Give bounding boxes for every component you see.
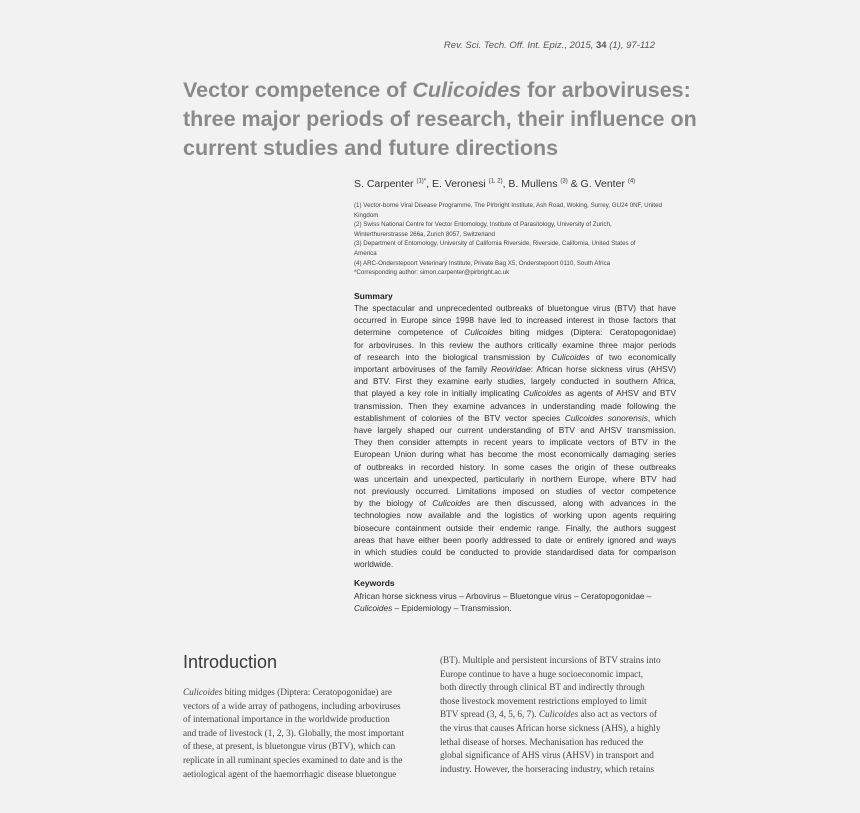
summary-line: worldwide.: [354, 559, 394, 570]
body-line: vectors of a wide array of pathogens, including arboviruses: [183, 700, 401, 711]
body-line: of these, at present, is bluetongue virus (BTV), which can: [183, 741, 396, 752]
summary-line: for arboviruses. In this review the authors critically examine three major periods: [354, 339, 676, 350]
author-list: S. Carpenter $^{(1)*}$, E. Veronesi $^{(1, 2)}$, B. Mullens $^{(3)}$ & G. Venter $^{(4)}$: [354, 178, 636, 190]
journal-year: , 2015,: [564, 40, 597, 51]
body-line: Europe continue to have a huge socioeconomic impact,: [440, 668, 644, 679]
affiliation-line: America: [354, 249, 377, 257]
introduction-column-left: [183, 686, 420, 781]
title-line-2: three major periods of research, their influence on: [183, 107, 697, 131]
body-line: both directly through clinical BT and indirectly through: [440, 682, 645, 693]
journal-volume: 34: [596, 40, 607, 51]
body-line: and trade of livestock (1, 2, 3). Globally, the most important: [183, 727, 404, 738]
body-line: Culicoides biting midges (Diptera: Ceratopogonidae) are: [183, 687, 392, 697]
summary-line: by the biology of Culicoides are then discussed, along with advances in the: [354, 498, 676, 509]
summary-line: and BTV. First they examine early studies, largely conducted in southern Africa,: [354, 376, 676, 387]
keywords-line: African horse sickness virus – Arbovirus – Bluetongue virus – Ceratopogonidae –: [354, 591, 652, 601]
author-venter: & G. Venter: [567, 178, 628, 190]
keywords-heading: Keywords: [354, 578, 395, 588]
summary-line: They then consider attempts in recent years to implicate vectors of BTV in the: [354, 437, 676, 448]
summary-line: determine competence of Culicoides biting midges (Diptera: Ceratopogonidae): [354, 327, 676, 338]
summary-line: of research into the biological transmission by Culicoides of two economically: [354, 351, 676, 362]
affiliation-line: (3) Department of Entomology, University of California Riverside, Riverside, California, United States of: [354, 240, 636, 248]
body-line: (BT). Multiple and persistent incursions of BTV strains into: [440, 655, 661, 665]
journal-reference: [444, 40, 655, 51]
summary-line: was uncertain and unexpected, particularly in northern Europe, where BTV had: [354, 473, 676, 484]
corresponding-author: *Corresponding author: simon.carpenter@pirbright.ac.uk: [354, 269, 510, 277]
affiliation-line: Winterthurerstrasse 266a, Zurich 8057, Switzerland: [354, 230, 496, 238]
author-carpenter: S. Carpenter: [354, 178, 417, 190]
summary-line: in which studies could be conducted to provide standardised data for comparison: [354, 547, 676, 558]
journal-name: Rev. Sci. Tech. Off. Int. Epiz.: [443, 40, 565, 51]
summary-line: not previously occurred. Limitations imposed on studies of vector competence: [354, 486, 676, 497]
body-line: global significance of AHS virus (AHSV) in transport and: [440, 750, 654, 761]
title-genus: Culicoides: [412, 78, 522, 102]
summary-line: transmission. Then they examine advances in understanding made following the: [354, 400, 676, 411]
title-line-3: current studies and future directions: [183, 136, 559, 160]
summary-line: technologies now available and the logistics of working upon agents requiring: [354, 510, 676, 521]
body-line: aetiological agent of the haemorrhagic disease bluetongue: [183, 768, 397, 779]
affiliation-line: (4) ARC-Onderstepoort Veterinary Institute, Private Bag X5, Onderstepoort 0110, South Africa: [354, 259, 611, 267]
summary-line: that played a key role in initially implicating Culicoides as agents of AHSV and BTV: [354, 388, 676, 399]
title-line-1: Vector competence of Culicoides for arboviruses:: [183, 78, 691, 102]
body-line: of international importance in the worldwide production: [183, 714, 390, 725]
keywords-line: Culicoides – Epidemiology – Transmission.: [354, 603, 512, 614]
summary-line: have largely shaped our current understanding of BTV and AHSV transmission.: [354, 425, 676, 436]
affiliation-line: (2) Swiss National Centre for Vector Entomology, Institute of Parasitology, University of Zurich,: [354, 221, 612, 229]
summary-line: areas that have either been poorly addressed to date or entirely ignored and ways: [354, 534, 676, 545]
affiliation-line: Kingdom: [354, 211, 379, 219]
summary-line: of outbreaks in recorded history. In some cases the origin of these outbreaks: [354, 461, 676, 472]
introduction-heading: Introduction: [183, 652, 278, 672]
body-line: BTV spread (3, 4, 5, 6, 7). Culicoides also act as vectors of: [440, 709, 657, 720]
summary-line: The spectacular and unprecedented outbreaks of bluetongue virus (BTV) that have: [354, 303, 676, 313]
summary-line: occurred in Europe since 1998 have led to increased interest in those factors that: [354, 315, 676, 326]
body-line: lethal disease of horses. Mechanisation has reduced the: [440, 736, 644, 747]
author-mullens: , B. Mullens: [502, 178, 561, 190]
summary-line: establishment of colonies of the BTV vector species Culicoides sonorensis, which: [354, 412, 676, 423]
summary-line: important arboviruses of the family Reoviridae: African horse sickness virus (AHSV): [354, 364, 676, 375]
introduction-column-right: [440, 654, 677, 776]
affiliations: [354, 201, 679, 278]
body-line: industry. However, the horseracing industry, which retains: [440, 763, 655, 774]
body-line: replicate in all ruminant species examined to date and is the: [183, 754, 403, 765]
affiliation-line: (1) Vector-borne Viral Disease Programme, The Pirbright Institute, Ash Road, Woking, Surrey, GU24 0NF, United: [354, 202, 663, 209]
summary-line: European Union during what has become the most economically damaging series: [354, 449, 676, 460]
keywords-list: [354, 590, 676, 614]
author-veronesi: , E. Veronesi: [426, 178, 489, 190]
body-line: those livestock movement restrictions employed to limit: [440, 695, 647, 706]
summary-line: biosecure containment outside their endemic range. Finally, the authors suggest: [354, 522, 676, 533]
journal-issue-pages: (1), 97-112: [606, 40, 655, 51]
paper-title: [183, 76, 703, 163]
summary-heading: Summary: [354, 291, 393, 301]
summary-text: [354, 302, 676, 570]
body-line: the virus that causes African horse sickness (AHS), a highly: [440, 722, 661, 733]
